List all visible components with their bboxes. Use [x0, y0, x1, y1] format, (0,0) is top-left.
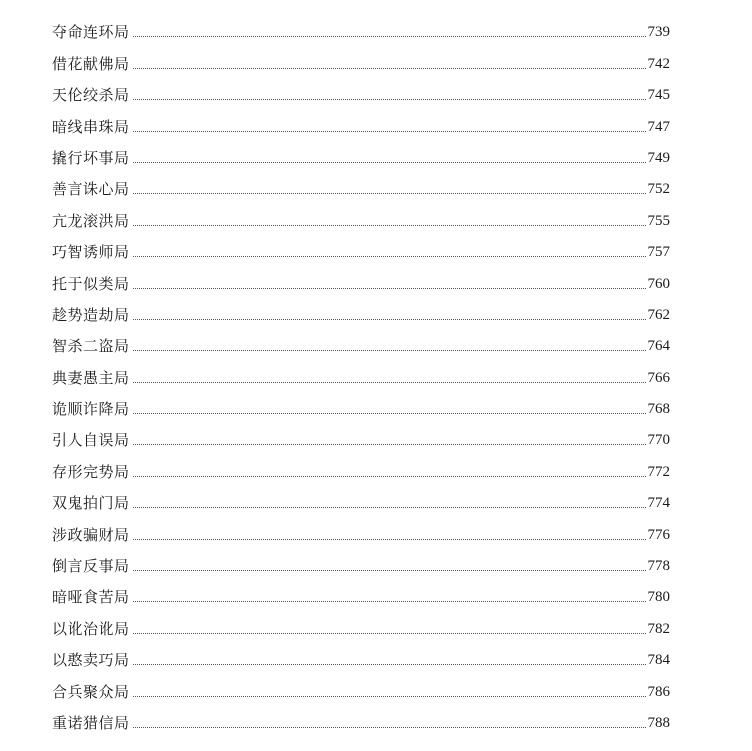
toc-entry[interactable] [52, 73, 670, 104]
toc-entry-title: 智杀二盗局 [52, 337, 130, 356]
dot-leader [133, 98, 646, 100]
dot-leader [133, 255, 646, 257]
toc-entry-page: 745 [647, 87, 670, 104]
dot-leader [133, 538, 646, 540]
toc-entry-page: 776 [647, 526, 670, 543]
dot-leader [133, 318, 646, 320]
toc-entry-title: 夺命连环局 [52, 23, 130, 42]
toc-entry-page: 784 [647, 652, 670, 669]
table-of-contents [52, 10, 670, 732]
dot-leader [133, 506, 646, 508]
toc-entry[interactable] [52, 261, 670, 292]
toc-entry-title: 托于似类局 [52, 274, 130, 293]
toc-entry-page: 774 [647, 495, 670, 512]
dot-leader [133, 475, 646, 477]
toc-entry[interactable] [52, 198, 670, 229]
toc-entry[interactable] [52, 136, 670, 167]
dot-leader [133, 381, 646, 383]
toc-entry-page: 742 [647, 55, 670, 72]
toc-entry-title: 趁势造劫局 [52, 305, 130, 324]
toc-entry-title: 暗哑食苦局 [52, 588, 130, 607]
toc-entry[interactable] [52, 324, 670, 355]
toc-entry-page: 788 [647, 714, 670, 731]
dot-leader [133, 600, 646, 602]
toc-entry-title: 重诺猎信局 [52, 713, 130, 732]
toc-entry[interactable] [52, 669, 670, 700]
toc-entry-title: 暗线串珠局 [52, 117, 130, 136]
toc-entry-page: 749 [647, 149, 670, 166]
toc-entry[interactable] [52, 387, 670, 418]
dot-leader [133, 192, 646, 194]
toc-entry[interactable] [52, 575, 670, 606]
toc-entry-title: 天伦绞杀局 [52, 86, 130, 105]
toc-entry-page: 766 [647, 369, 670, 386]
toc-entry[interactable] [52, 638, 670, 669]
toc-entry-page: 752 [647, 181, 670, 198]
toc-entry-page: 768 [647, 401, 670, 418]
toc-entry-title: 引人自误局 [52, 431, 130, 450]
dot-leader [133, 663, 646, 665]
toc-entry[interactable] [52, 606, 670, 637]
toc-entry-title: 诡顺诈降局 [52, 400, 130, 419]
dot-leader [133, 161, 646, 163]
toc-entry[interactable] [52, 293, 670, 324]
dot-leader [133, 443, 646, 445]
toc-entry-page: 760 [647, 275, 670, 292]
dot-leader [133, 130, 646, 132]
dot-leader [133, 67, 646, 69]
toc-entry-title: 存形完势局 [52, 462, 130, 481]
toc-entry[interactable] [52, 230, 670, 261]
dot-leader [133, 695, 646, 697]
toc-entry-page: 762 [647, 306, 670, 323]
toc-entry-page: 757 [647, 244, 670, 261]
toc-entry-page: 770 [647, 432, 670, 449]
toc-entry-page: 782 [647, 620, 670, 637]
toc-entry-title: 合兵聚众局 [52, 682, 130, 701]
toc-entry-title: 双鬼拍门局 [52, 494, 130, 513]
toc-entry-page: 747 [647, 118, 670, 135]
toc-entry-title: 以憨卖巧局 [52, 651, 130, 670]
toc-entry[interactable] [52, 418, 670, 449]
toc-entry[interactable] [52, 41, 670, 72]
toc-entry-title: 善言诛心局 [52, 180, 130, 199]
dot-leader [133, 287, 646, 289]
dot-leader [133, 726, 646, 728]
toc-entry[interactable] [52, 449, 670, 480]
toc-entry-title: 巧智诱师局 [52, 243, 130, 262]
dot-leader [133, 35, 646, 37]
toc-entry[interactable] [52, 701, 670, 732]
dot-leader [133, 349, 646, 351]
toc-entry[interactable] [52, 355, 670, 386]
toc-entry-title: 典妻愚主局 [52, 368, 130, 387]
toc-entry[interactable] [52, 10, 670, 41]
toc-entry-page: 764 [647, 338, 670, 355]
toc-entry[interactable] [52, 104, 670, 135]
toc-entry[interactable] [52, 544, 670, 575]
toc-entry-title: 以讹治讹局 [52, 619, 130, 638]
dot-leader [133, 569, 646, 571]
toc-entry-title: 倒言反事局 [52, 557, 130, 576]
toc-entry-title: 亢龙滚洪局 [52, 211, 130, 230]
toc-entry-title: 涉政骗财局 [52, 525, 130, 544]
toc-entry-page: 755 [647, 212, 670, 229]
toc-entry-page: 780 [647, 589, 670, 606]
toc-entry[interactable] [52, 512, 670, 543]
toc-entry[interactable] [52, 481, 670, 512]
dot-leader [133, 412, 646, 414]
toc-entry-page: 786 [647, 683, 670, 700]
dot-leader [133, 224, 646, 226]
toc-entry[interactable] [52, 167, 670, 198]
toc-entry-page: 772 [647, 463, 670, 480]
toc-entry-title: 撬行坏事局 [52, 148, 130, 167]
toc-entry-page: 778 [647, 558, 670, 575]
toc-entry-title: 借花献佛局 [52, 54, 130, 73]
dot-leader [133, 632, 646, 634]
toc-entry-page: 739 [647, 24, 670, 41]
